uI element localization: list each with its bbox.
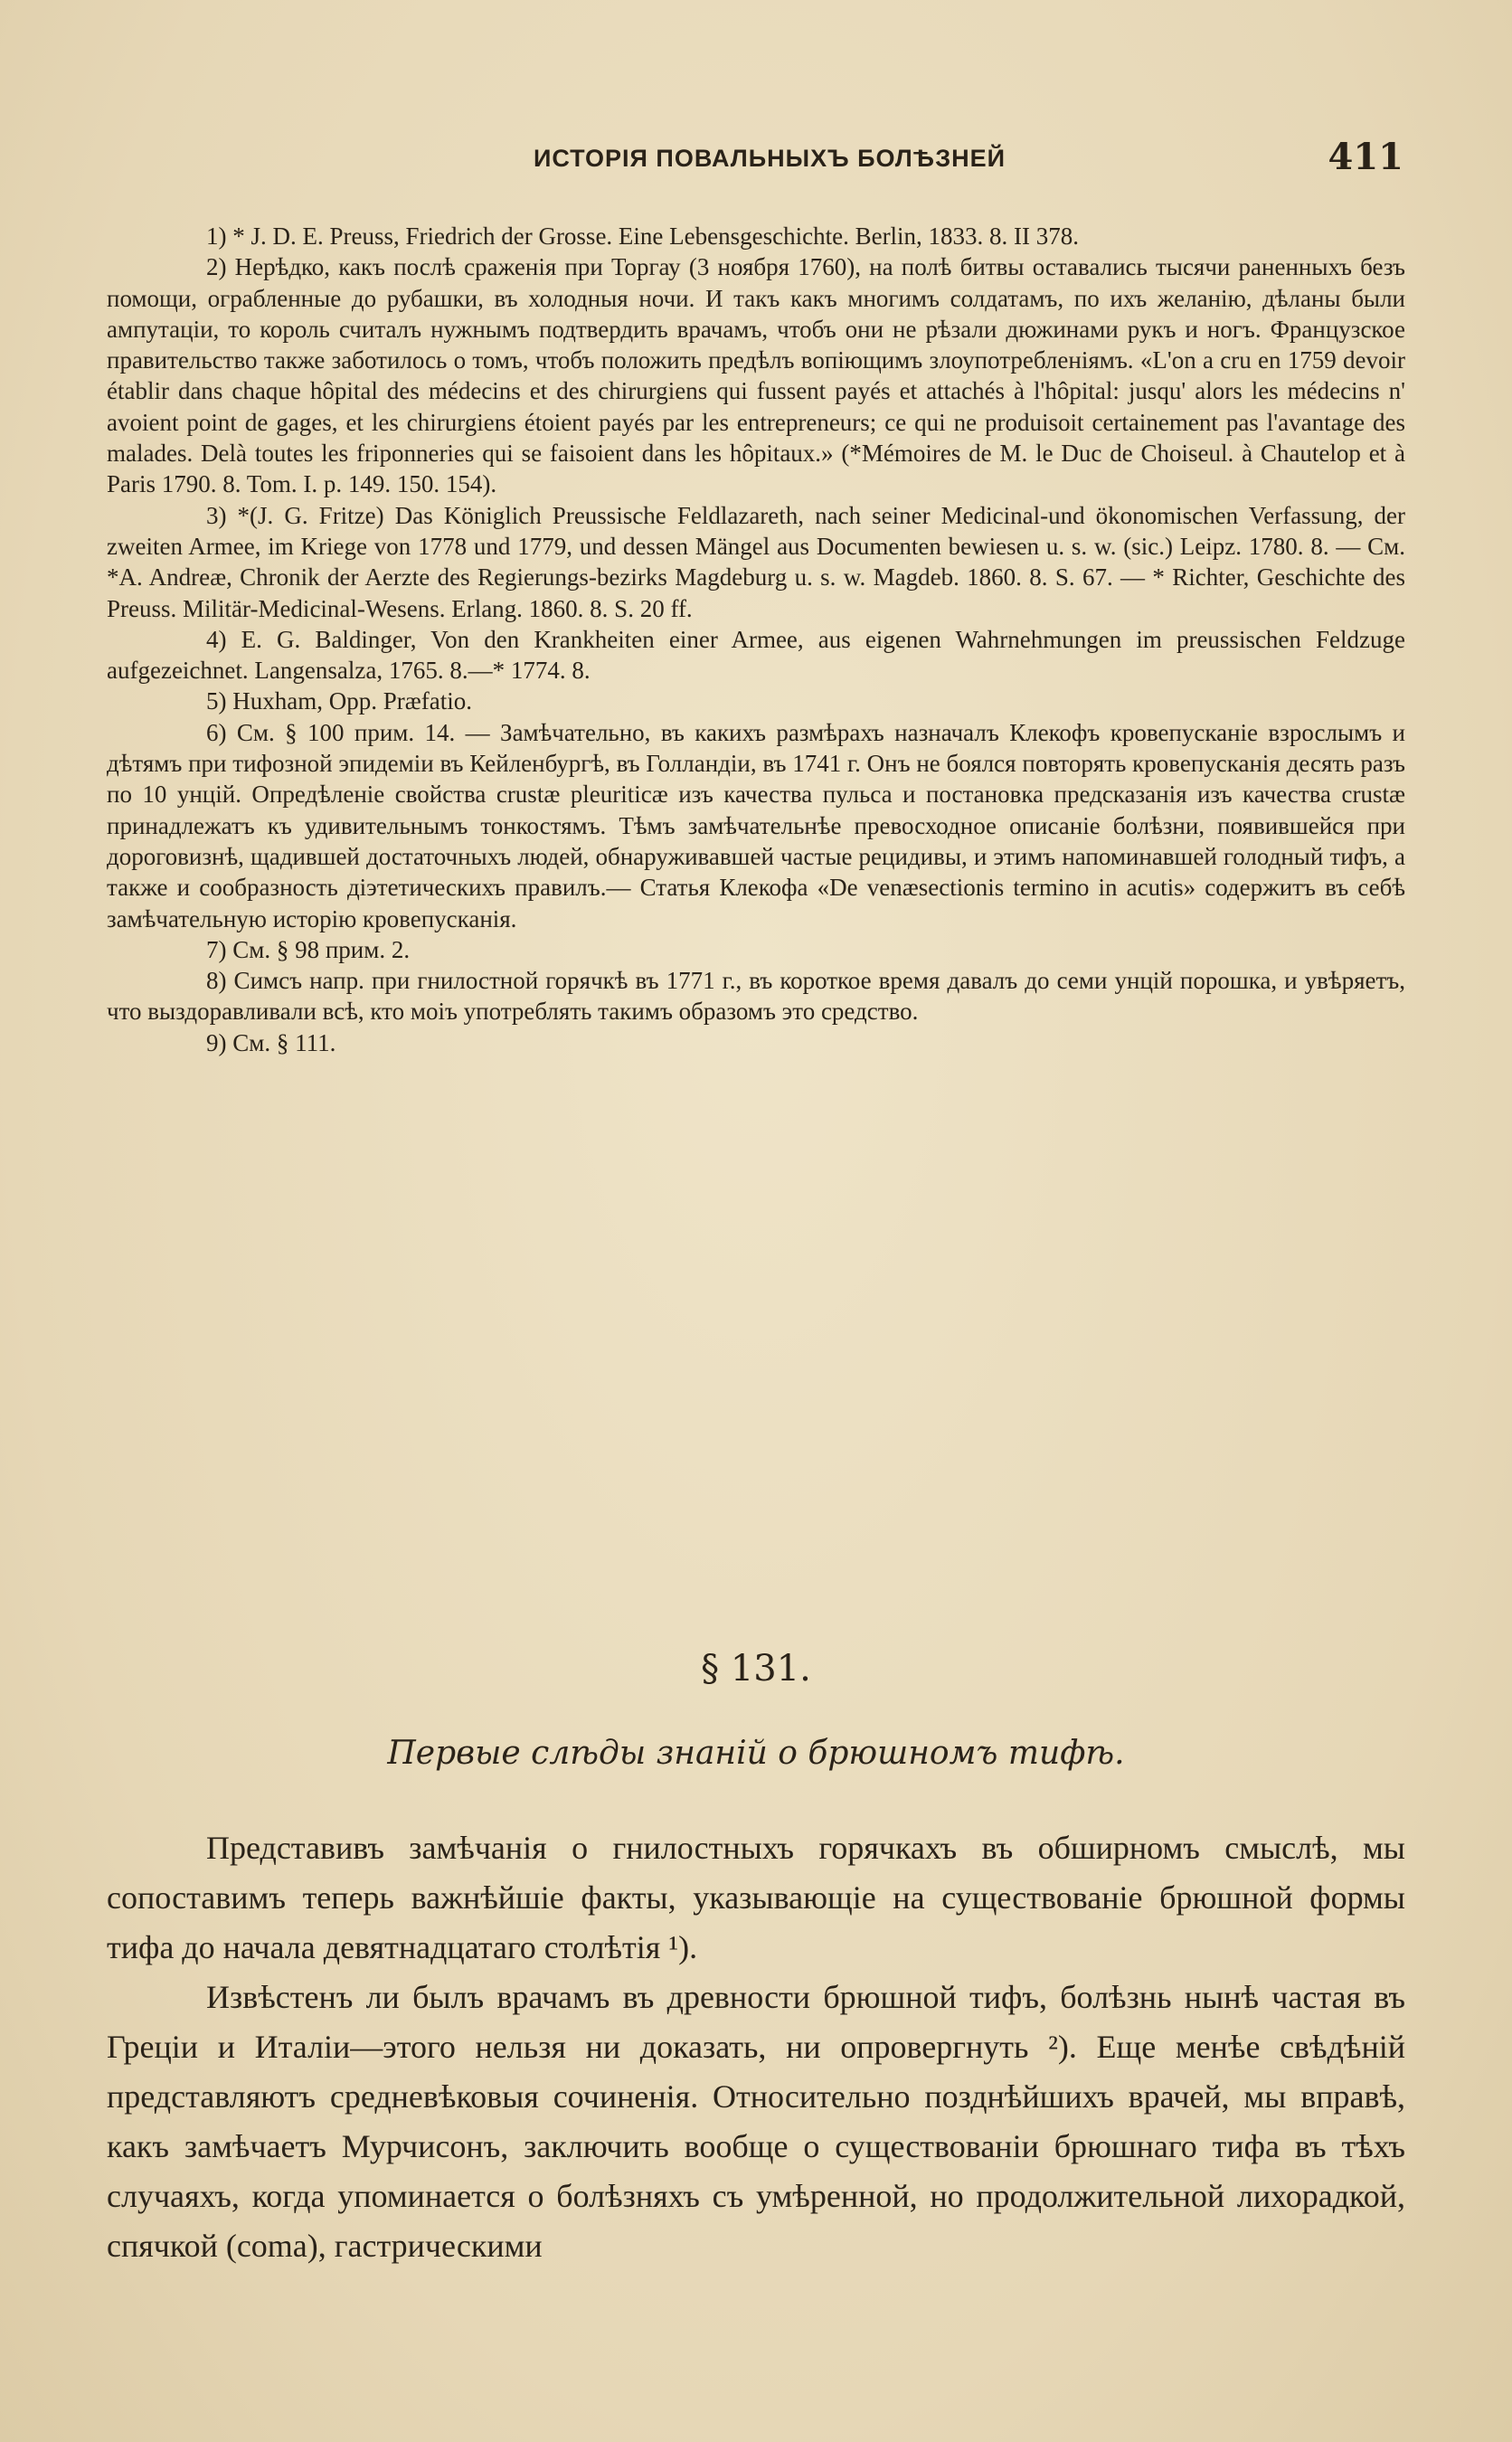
section-number: § 131. [701, 1648, 811, 1690]
footnote-1: 1) * J. D. E. Preuss, Friedrich der Grosse. Eine Lebensgeschichte. Berlin, 1833. 8. II 378. [206, 222, 1080, 250]
footnote-9: 9) См. § 111. [206, 1028, 336, 1056]
footnote-3: 3) *(J. G. Fritze) Das Königlich Preussische Feldlazareth, nach seiner Medicinal-und ökonomischen Verfassung, der zweiten Armee, im Kriege von 1778 und 1779, und dessen Mängel aus Documenten bewiesen u. s. w. (sic.) Leipz. 1780. 8. — См. *A. Andreæ, Chronik der Aerzte des Regierungs-bezirks Magdeburg u. s. w. Magdeb. 1860. 8. S. 67. — * Richter, Geschichte des Preuss. Militär-Medicinal-Wesens. Erlang. 1860. 8. S. 20 ff. [107, 501, 1405, 622]
page-header [136, 136, 1403, 190]
section-title: Первые слѣды знаній о брюшномъ тифѣ. [387, 1735, 1125, 1772]
running-title: ИСТОРІЯ ПОВАЛЬНЫХЪ БОЛѢЗНЕЙ [533, 145, 1006, 172]
paragraph-1: Представивъ замѣчанія о гнилостныхъ горячкахъ въ обширномъ смыслѣ, мы сопоставимъ теперь важнѣйшіе факты, указывающіе на существованіе брюшной формы тифа до начала девятнадцатаго столѣтія ¹). [107, 1830, 1405, 1965]
footnote-2: 2) Нерѣдко, какъ послѣ сраженія при Торгау (3 ноября 1760), на полѣ битвы оставались тысячи раненныхъ безъ помощи, ограбленные до рубашки, въ холодныя ночи. И такъ какъ многимъ солдатамъ, по ихъ желанію, дѣланы были ампутаціи, то король считалъ нужнымъ подтвердить врачамъ, чтобъ они не рѣзали дюжинами рукъ и ногъ. Французское правительство также заботилось о томъ, чтобъ положить предѣлъ вопіющимъ злоупотребленіямъ. «L'on a cru en 1759 devoir établir dans chaque hôpital des médecins et des chirurgiens qui fussent payés et attachés à l'hôpital: jusqu' alors les médecins n' avoient point de gages, et les chirurgiens étoient payés par les entrepreneurs; ce qui ne produisoit certainement pas l'avantage des malades. Delà toutes les friponneries qui se faisoient dans les hôpitaux.» (*Mémoires de M. le Duc de Choiseul. à Chautelop et à Paris 1790. 8. Tom. I. p. 149. 150. 154). [107, 253, 1405, 498]
footnote-7: 7) См. § 98 прим. 2. [206, 935, 411, 963]
page-number: 411 [1328, 136, 1403, 178]
footnotes-block [107, 221, 1405, 1058]
footnote-5: 5) Huxham, Opp. Præfatio. [206, 687, 472, 715]
footnote-8: 8) Симсъ напр. при гнилостной горячкѣ въ 1771 г., въ короткое время давалъ до семи унцій порошка, и увѣряетъ, что выздоравливали всѣ, кто моіъ употреблять такимъ образомъ это средство. [107, 967, 1405, 1026]
paragraph-2: Извѣстенъ ли былъ врачамъ въ древности брюшной тифъ, болѣзнь нынѣ частая въ Греціи и Италіи—этого нельзя ни доказать, ни опровергнуть ²). Еще менѣе свѣдѣній представляютъ средневѣковыя сочиненія. Относительно позднѣйшихъ врачей, мы вправѣ, какъ замѣчаетъ Мурчисонъ, заключить вообще о существованіи брюшнаго тифа въ тѣхъ случаяхъ, когда упоминается о болѣзняхъ съ умѣренной, но продолжительной лихорадкой, спячкой (coma), гастрическими [107, 1979, 1405, 2264]
footnote-6: 6) См. § 100 прим. 14. — Замѣчательно, въ какихъ размѣрахъ назначалъ Клекофъ кровепусканіе взрослымъ и дѣтямъ при тифозной эпидеміи въ Кейленбургѣ, въ Голландіи, въ 1741 г. Онъ не боялся повторять кровепусканія десять разъ по 10 унцій. Опредѣленіе свойства crustæ pleuriticæ изъ качества пульса и постановка предсказанія изъ качества crustæ принадлежатъ къ удивительнымъ тонкостямъ. Тѣмъ замѣчательнѣе превосходное описаніе болѣзни, появившейся при дороговизнѣ, щадившей достаточныхъ людей, обнаруживавшей частые рецидивы, и этимъ напоминавшей голодный тифъ, а также и сообразность діэтетическихъ правилъ.— Статья Клекофа «De venæsectionis termino in acutis» содержитъ въ себѣ замѣчательную исторію кровепусканія. [107, 718, 1405, 932]
footnote-4: 4) E. G. Baldinger, Von den Krankheiten einer Armee, aus eigenen Wahrnehmungen im preussischen Feldzuge aufgezeichnet. Langensalza, 1765. 8.—* 1774. 8. [107, 625, 1405, 685]
main-text [107, 1823, 1405, 2271]
